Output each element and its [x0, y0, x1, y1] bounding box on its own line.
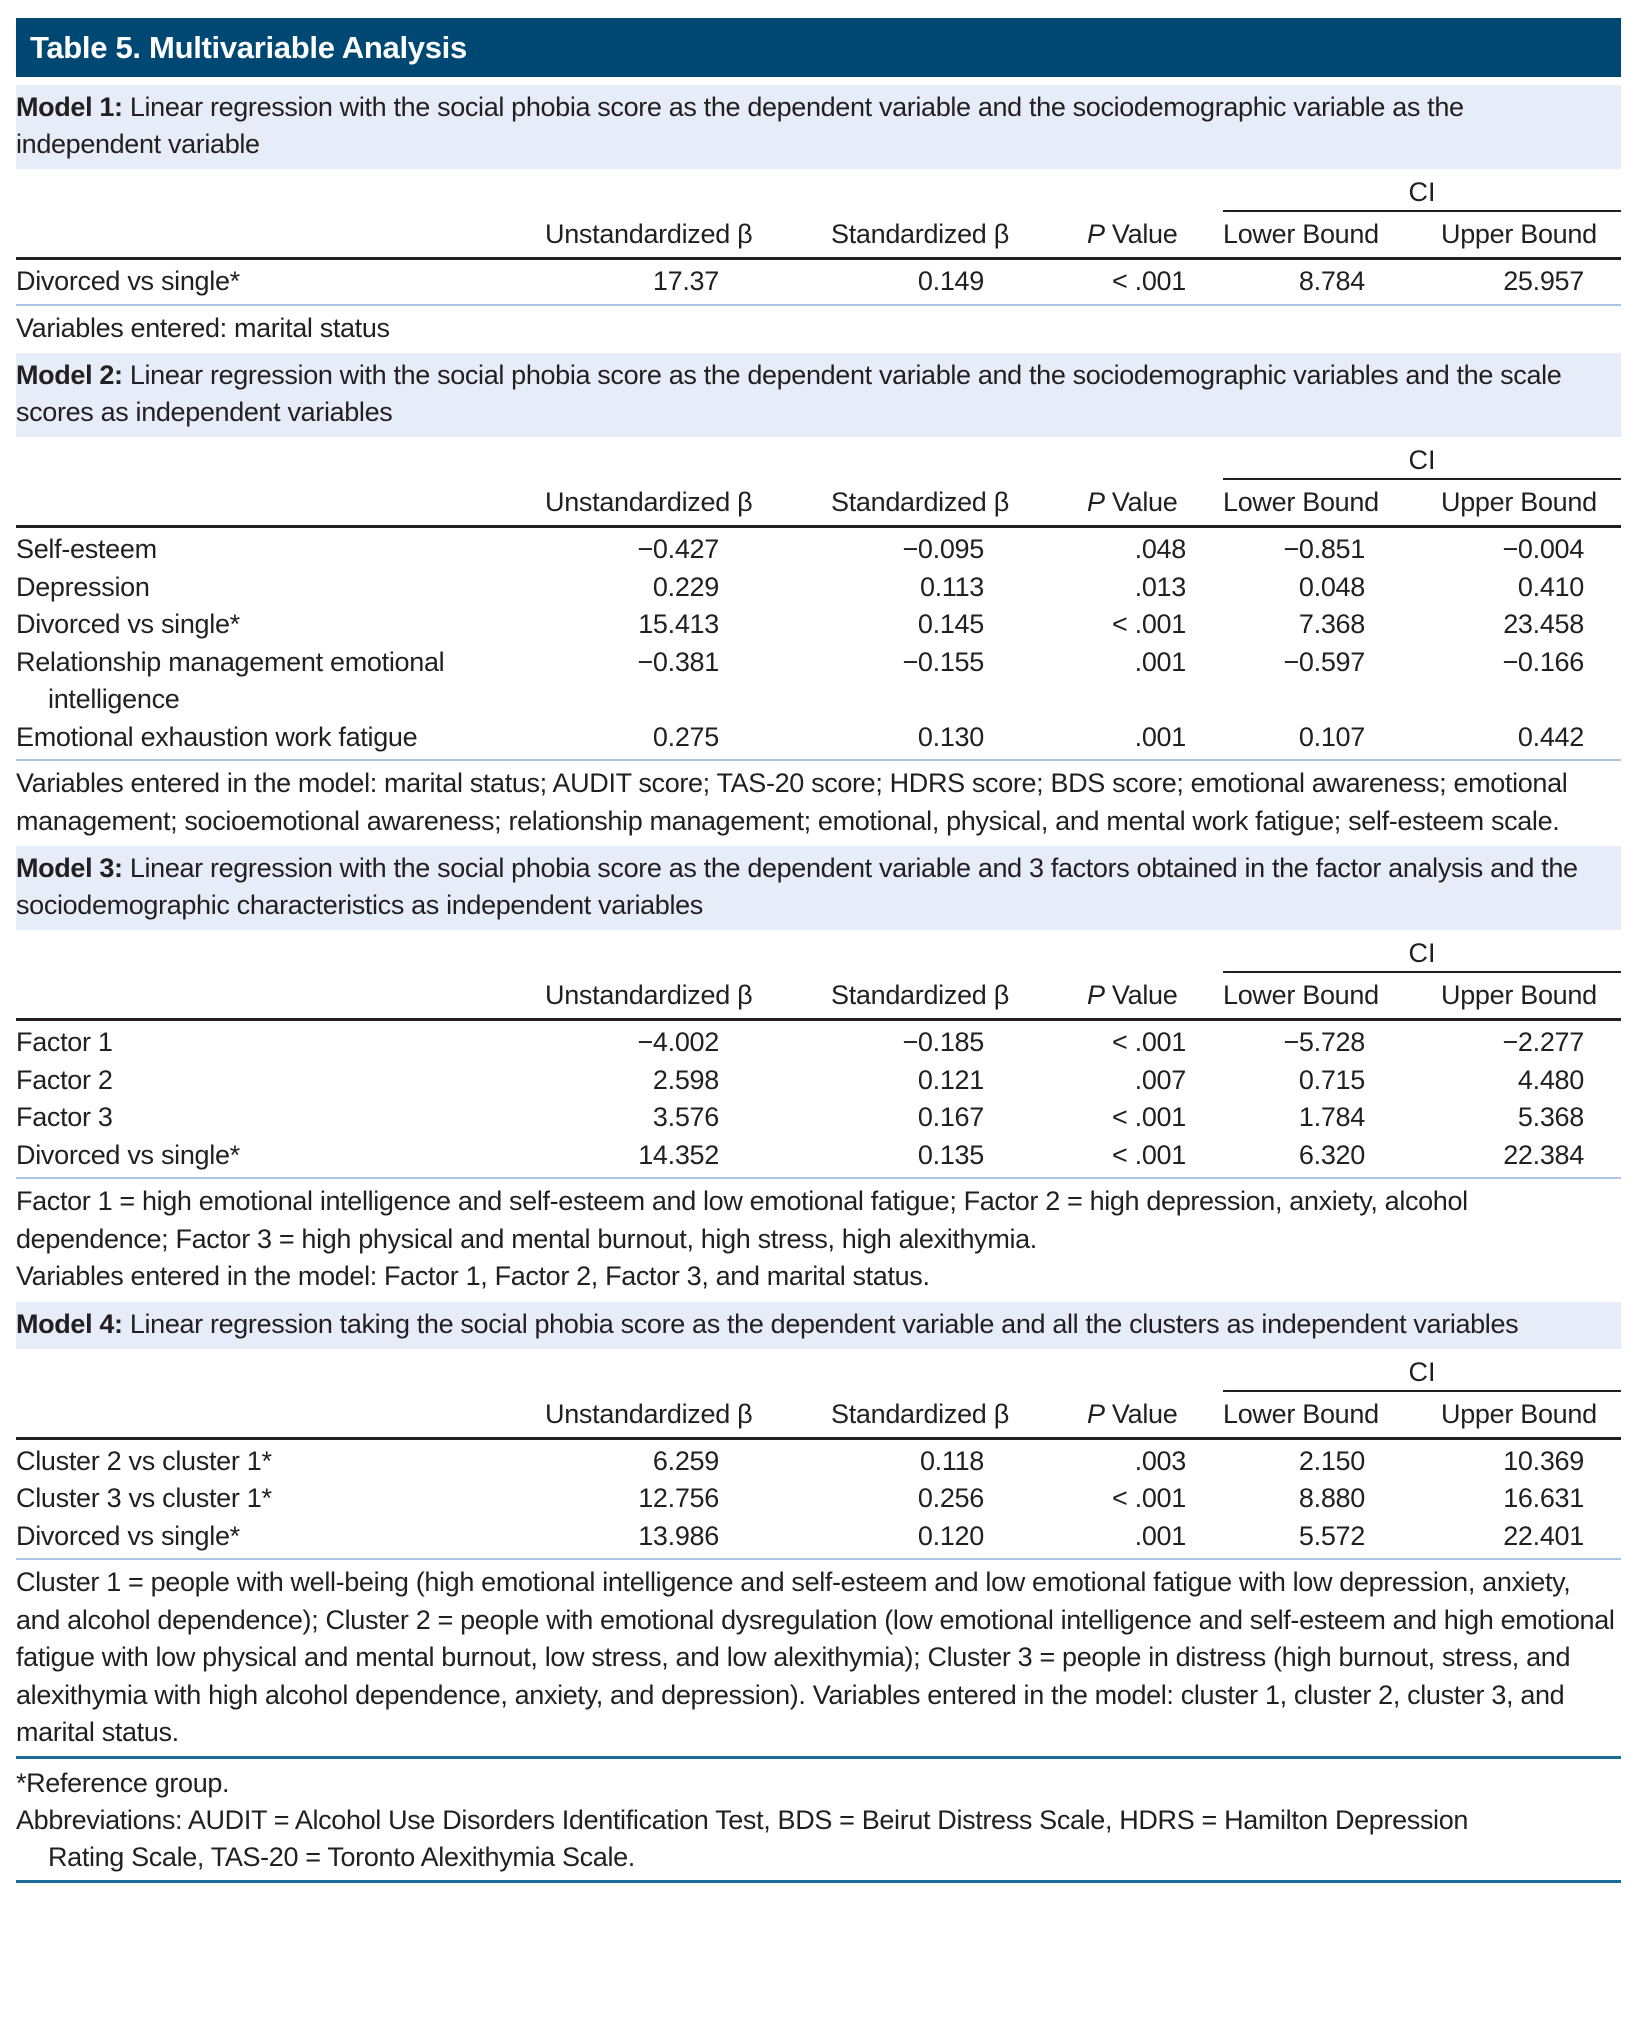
table-row	[16, 531, 1621, 569]
cell-p-value: .007	[1134, 1064, 1186, 1095]
cell-unstandardized-beta: 15.413	[638, 609, 719, 639]
row-variable: Cluster 3 vs cluster 1*	[16, 1483, 272, 1513]
model-label: Model 1:	[16, 92, 123, 122]
ci-header: CI	[1223, 938, 1621, 973]
data-rows	[16, 1440, 1621, 1561]
header-standardized-beta: Standardized β	[831, 487, 1009, 517]
model-description: Linear regression with the social phobia score as the dependent variable and 3 factors obtained in the factor analysis and the sociodemographic characteristics as independent variables	[16, 853, 1578, 920]
cell-ci-lower: 5.572	[1298, 1520, 1365, 1551]
ci-header-row	[16, 1355, 1621, 1393]
row-variable: Relationship management emotional	[16, 646, 445, 677]
table-bottom-rule	[16, 1880, 1621, 1883]
abbreviations-note-cont: Rating Scale, TAS-20 = Toronto Alexithymia Scale.	[48, 1841, 635, 1872]
table-row	[16, 1024, 1621, 1062]
model-description-band	[16, 353, 1621, 437]
table-row	[16, 1099, 1621, 1137]
header-unstandardized-beta: Unstandardized β	[545, 487, 753, 517]
cell-standardized-beta: 0.113	[919, 571, 984, 602]
cell-unstandardized-beta: 13.986	[638, 1520, 719, 1551]
model-description: Linear regression with the social phobia score as the dependent variable and the sociodemographic variable as the independent variable	[16, 92, 1464, 159]
model-section-2	[16, 353, 1621, 840]
cell-ci-upper: 5.368	[1517, 1102, 1584, 1132]
table-row	[16, 1137, 1621, 1175]
cell-standardized-beta: 0.167	[917, 1102, 984, 1132]
data-rows	[16, 1021, 1621, 1179]
model-note: Factor 1 = high emotional intelligence and self-esteem and low emotional fatigue; Factor 2 = high depression, anxiety, alcohol dependence; Factor 3 = high physical and mental burnout, high stress, high alexithymia.	[16, 1186, 1468, 1254]
table-row	[16, 606, 1621, 644]
table-row	[16, 1443, 1621, 1481]
cell-p-value: .001	[1134, 646, 1186, 677]
model-notes	[16, 1179, 1621, 1296]
reference-note: *Reference group.	[16, 1767, 230, 1798]
cell-ci-upper: −0.004	[1502, 534, 1584, 564]
cell-p-value: < .001	[1111, 609, 1186, 639]
header-lower-bound: Lower Bound	[1223, 487, 1379, 517]
cell-standardized-beta: 0.145	[917, 609, 984, 639]
model-notes	[16, 761, 1621, 840]
cell-standardized-beta: 0.256	[917, 1483, 984, 1513]
header-lower-bound: Lower Bound	[1223, 219, 1379, 249]
cell-ci-lower: −5.728	[1283, 1027, 1365, 1057]
row-variable: Factor 3	[16, 1102, 113, 1132]
column-header-row	[16, 481, 1621, 528]
row-variable: Divorced vs single*	[16, 1520, 240, 1551]
cell-ci-upper: 22.384	[1503, 1139, 1584, 1170]
cell-ci-lower: −0.597	[1283, 646, 1365, 677]
cell-p-value: .001	[1134, 1520, 1186, 1551]
table-row	[16, 719, 1621, 757]
cell-unstandardized-beta: 14.352	[638, 1139, 719, 1170]
cell-unstandardized-beta: 12.756	[638, 1483, 719, 1513]
data-rows	[16, 260, 1621, 306]
row-variable: Self-esteem	[16, 534, 157, 564]
cell-p-value: < .001	[1111, 1102, 1186, 1132]
model-note: Variables entered in the model: Factor 1, Factor 2, Factor 3, and marital status.	[16, 1261, 930, 1291]
row-variable: Factor 2	[16, 1064, 113, 1095]
cell-ci-lower: 0.048	[1298, 571, 1365, 602]
models-container	[16, 85, 1621, 1752]
model-description-band	[16, 85, 1621, 169]
row-variable-continued: intelligence	[48, 683, 180, 714]
cell-ci-upper: 23.458	[1503, 609, 1584, 639]
row-variable: Factor 1	[16, 1027, 113, 1057]
model-label: Model 3:	[16, 853, 123, 883]
cell-standardized-beta: 0.118	[919, 1445, 984, 1476]
cell-p-value: < .001	[1111, 1027, 1186, 1057]
cell-p-value: < .001	[1111, 1139, 1186, 1170]
header-p-value: P Value	[1087, 487, 1178, 517]
model-label: Model 4:	[16, 1308, 123, 1339]
cell-ci-lower: 0.715	[1298, 1064, 1365, 1095]
cell-ci-lower: 1.784	[1298, 1102, 1365, 1132]
header-upper-bound: Upper Bound	[1441, 1398, 1597, 1429]
cell-standardized-beta: 0.149	[917, 266, 984, 296]
cell-unstandardized-beta: 3.576	[652, 1102, 719, 1132]
ci-header: CI	[1223, 1357, 1621, 1392]
cell-unstandardized-beta: 6.259	[652, 1445, 719, 1476]
header-standardized-beta: Standardized β	[831, 1398, 1009, 1429]
multivariable-analysis-table	[16, 18, 1621, 1883]
cell-ci-upper: 0.410	[1517, 571, 1584, 602]
cell-p-value: .003	[1134, 1445, 1186, 1476]
cell-ci-lower: 0.107	[1298, 721, 1365, 752]
row-variable: Depression	[16, 571, 150, 602]
table-row	[16, 569, 1621, 607]
model-section-4	[16, 1302, 1621, 1752]
model-description: Linear regression with the social phobia score as the dependent variable and the sociodemographic variables and the scale scores as independent variables	[16, 360, 1562, 427]
ci-header: CI	[1223, 445, 1621, 480]
row-variable: Emotional exhaustion work fatigue	[16, 721, 418, 752]
cell-ci-lower: 8.880	[1298, 1483, 1365, 1513]
cell-standardized-beta: 0.130	[917, 721, 984, 752]
cell-standardized-beta: 0.120	[917, 1520, 984, 1551]
header-upper-bound: Upper Bound	[1441, 487, 1597, 517]
cell-p-value: .048	[1134, 534, 1186, 564]
ci-header-row	[16, 175, 1621, 213]
header-unstandardized-beta: Unstandardized β	[545, 219, 753, 249]
model-notes	[16, 1560, 1621, 1752]
table-row	[16, 1518, 1621, 1556]
ci-header-row	[16, 443, 1621, 481]
cell-ci-lower: 2.150	[1298, 1445, 1365, 1476]
cell-unstandardized-beta: 0.275	[652, 721, 719, 752]
cell-p-value: .001	[1134, 721, 1186, 752]
row-variable: Divorced vs single*	[16, 1139, 240, 1170]
header-p-value: P Value	[1087, 980, 1178, 1010]
cell-unstandardized-beta: −0.427	[637, 534, 719, 564]
table-row	[16, 644, 1621, 719]
data-rows	[16, 528, 1621, 761]
header-p-value: P Value	[1087, 219, 1178, 249]
header-lower-bound: Lower Bound	[1223, 980, 1379, 1010]
model-section-1	[16, 85, 1621, 347]
cell-unstandardized-beta: 0.229	[652, 571, 719, 602]
model-section-3	[16, 846, 1621, 1296]
cell-ci-lower: 7.368	[1298, 609, 1365, 639]
cell-ci-upper: 22.401	[1503, 1520, 1584, 1551]
ci-header-row	[16, 936, 1621, 974]
header-unstandardized-beta: Unstandardized β	[545, 1398, 753, 1429]
column-header-row	[16, 974, 1621, 1021]
header-lower-bound: Lower Bound	[1223, 1398, 1379, 1429]
table-row	[16, 263, 1621, 301]
row-variable: Cluster 2 vs cluster 1*	[16, 1445, 272, 1476]
model-notes	[16, 306, 1621, 348]
model-description-band	[16, 846, 1621, 930]
cell-p-value: < .001	[1111, 266, 1186, 296]
cell-ci-lower: 8.784	[1298, 266, 1365, 296]
table-row	[16, 1062, 1621, 1100]
model-note: Variables entered: marital status	[16, 312, 390, 343]
cell-standardized-beta: 0.135	[917, 1139, 984, 1170]
cell-ci-upper: 10.369	[1503, 1445, 1584, 1476]
cell-unstandardized-beta: −4.002	[637, 1027, 719, 1057]
table-row	[16, 1480, 1621, 1518]
cell-ci-upper: −0.166	[1502, 646, 1584, 677]
cell-standardized-beta: −0.155	[902, 646, 984, 677]
cell-p-value: < .001	[1111, 1483, 1186, 1513]
row-variable: Divorced vs single*	[16, 609, 240, 639]
header-standardized-beta: Standardized β	[831, 980, 1009, 1010]
cell-standardized-beta: −0.185	[902, 1027, 984, 1057]
ci-header: CI	[1223, 177, 1621, 212]
abbreviations-note: Abbreviations: AUDIT = Alcohol Use Disorders Identification Test, BDS = Beirut Distress Scale, HDRS = Hamilton Depression	[16, 1804, 1469, 1835]
header-standardized-beta: Standardized β	[831, 219, 1009, 249]
header-upper-bound: Upper Bound	[1441, 980, 1597, 1010]
header-unstandardized-beta: Unstandardized β	[545, 980, 753, 1010]
header-upper-bound: Upper Bound	[1441, 219, 1597, 249]
cell-p-value: .013	[1134, 571, 1186, 602]
cell-standardized-beta: −0.095	[902, 534, 984, 564]
cell-standardized-beta: 0.121	[917, 1064, 984, 1095]
cell-ci-lower: 6.320	[1298, 1139, 1365, 1170]
table-footer	[16, 1759, 1621, 1880]
column-header-row	[16, 1393, 1621, 1440]
cell-unstandardized-beta: 2.598	[652, 1064, 719, 1095]
cell-ci-upper: −2.277	[1502, 1027, 1584, 1057]
model-label: Model 2:	[16, 360, 123, 390]
cell-unstandardized-beta: −0.381	[637, 646, 719, 677]
cell-ci-upper: 25.957	[1503, 266, 1584, 296]
model-description-band	[16, 1302, 1621, 1349]
table-title: Table 5. Multivariable Analysis	[30, 29, 467, 65]
model-note: Variables entered in the model: marital status; AUDIT score; TAS-20 score; HDRS score; BDS score; emotional awareness; emotional management; socioemotional awareness; relationship management; emotional, physical, and mental work fatigue; self-esteem scale.	[16, 768, 1568, 836]
table-title-bar	[16, 18, 1621, 79]
cell-unstandardized-beta: 17.37	[652, 266, 719, 296]
cell-ci-upper: 4.480	[1517, 1064, 1584, 1095]
header-p-value: P Value	[1087, 1398, 1178, 1429]
cell-ci-upper: 0.442	[1517, 721, 1584, 752]
model-description: Linear regression taking the social phobia score as the dependent variable and all the clusters as independent variables	[122, 1308, 1519, 1339]
model-note: Cluster 1 = people with well-being (high emotional intelligence and self-esteem and low emotional fatigue with low depression, anxiety, and alcohol dependence); Cluster 2 = people with emotional dysregulation (low emotional intelligence and self-esteem and high emotional fatigue with low physical and mental burnout, low stress, and low alexithymia); Cluster 3 = people in distress (high burnout, stress, and alexithymia with high alcohol dependence, anxiety, and depression). Variables entered in the model: cluster 1, cluster 2, cluster 3, and marital status.	[16, 1567, 1615, 1747]
column-header-row	[16, 213, 1621, 260]
cell-ci-upper: 16.631	[1503, 1483, 1584, 1513]
row-variable: Divorced vs single*	[16, 266, 240, 296]
cell-ci-lower: −0.851	[1283, 534, 1365, 564]
